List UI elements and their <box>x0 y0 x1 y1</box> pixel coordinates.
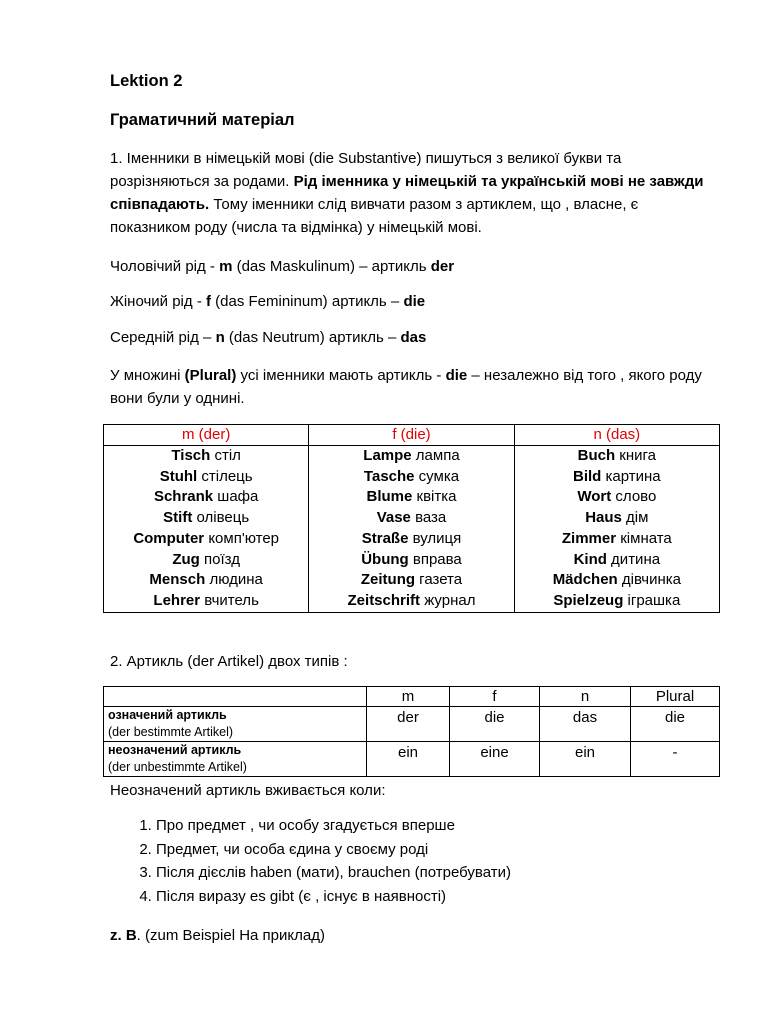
noun-entry: Zimmer кімната <box>561 529 672 547</box>
noun-entry: Stift олівець <box>163 509 250 527</box>
noun-entry: Mensch людина <box>149 571 263 589</box>
list-item: 4. Після виразу es gibt (є , існує в наявності) <box>156 885 511 909</box>
gender-article: das <box>400 329 427 346</box>
noun-entry: Straße вулиця <box>361 529 462 547</box>
gender-description: (das Maskulinum) – артикль <box>232 258 431 275</box>
noun-entry: Lampe лампа <box>363 447 460 464</box>
masculine-column <box>104 446 309 613</box>
gender-letter: n <box>215 329 225 346</box>
gender-description: (das Neutrum) артикль – <box>224 329 401 346</box>
cell-value: das <box>540 707 631 742</box>
noun-entry: Mädchen дівчинка <box>552 571 681 589</box>
usage-title: Неозначений артикль вживається коли: <box>110 782 386 799</box>
header-empty <box>104 687 367 707</box>
noun-entry: Vase ваза <box>376 509 447 527</box>
gender-line-f <box>110 290 425 313</box>
noun-entry: Blume квітка <box>366 488 457 506</box>
cell-value: der <box>367 707 450 742</box>
lesson-title: Lektion 2 <box>110 72 183 90</box>
example-bold: z. B <box>110 927 137 944</box>
plural-text-post: – незалежно від того , якого роду вони були у однині. <box>110 367 702 407</box>
cell-value: - <box>631 742 720 777</box>
row-label <box>104 707 367 742</box>
plural-bold: (Plural) <box>184 367 237 384</box>
noun-entry: Bild картина <box>573 467 661 485</box>
cell-value: die <box>631 707 720 742</box>
gender-article: der <box>430 258 455 275</box>
feminine-column <box>309 446 514 613</box>
header-feminine: f (die) <box>309 425 514 446</box>
header-m: m <box>367 687 450 707</box>
neuter-column <box>514 446 719 613</box>
list-item: 3. Після дієслів haben (мати), brauchen (потребувати) <box>156 861 511 885</box>
gender-label: Чоловічий рід - <box>110 258 220 275</box>
noun-entry: Lehrer вчитель <box>153 591 259 609</box>
header-n: n <box>540 687 631 707</box>
gender-label: Жіночий рід - <box>110 293 206 310</box>
header-f: f <box>450 687 540 707</box>
gender-line-n <box>110 326 426 349</box>
example-line <box>110 924 325 947</box>
noun-entry: Schrank шафа <box>153 488 259 506</box>
gender-letter: m <box>219 258 233 275</box>
noun-entry: Zeitschrift журнал <box>347 591 476 609</box>
intro-text-c: Тому іменники слід вивчати разом з артиклем, що , власне, є показником роду (числа та відмінка) у німецькій мові. <box>110 196 639 236</box>
noun-entry: Tisch стіл <box>171 447 241 464</box>
definite-row <box>104 707 720 742</box>
usage-list <box>110 814 511 908</box>
noun-entry: Tasche сумка <box>363 467 460 485</box>
plural-text-pre: У множині <box>110 367 185 384</box>
noun-entry: Computer комп'ютер <box>133 529 280 547</box>
nouns-table-body <box>104 446 720 613</box>
noun-entry: Zug поїзд <box>172 550 240 568</box>
list-item: 2. Предмет, чи особа єдина у своєму роді <box>156 838 511 862</box>
intro-text-a: 1. Іменники в німецькій мові (die Substantive) пишуться з великої букви та розрізняються за родами. <box>110 150 622 190</box>
noun-entry: Kind дитина <box>573 550 661 568</box>
indefinite-row <box>104 742 720 777</box>
noun-entry: Spielzeug іграшка <box>553 591 681 609</box>
nouns-table-header <box>104 425 720 446</box>
gender-letter: f <box>205 293 211 310</box>
articles-table-header <box>104 687 720 707</box>
gender-description: (das Femininum) артикль – <box>210 293 404 310</box>
header-neuter: n (das) <box>514 425 719 446</box>
section-2-heading: 2. Артикль (der Artikel) двох типів : <box>110 653 348 670</box>
gender-label: Середній рід – <box>110 329 216 346</box>
cell-value: ein <box>540 742 631 777</box>
plural-article: die <box>445 367 468 384</box>
header-plural: Plural <box>631 687 720 707</box>
noun-entry: Buch книга <box>577 447 657 464</box>
cell-value: eine <box>450 742 540 777</box>
noun-entry: Wort слово <box>577 488 657 506</box>
row-label-sub: (der unbestimmte Artikel) <box>108 760 247 774</box>
gender-article: die <box>403 293 426 310</box>
header-masculine: m (der) <box>104 425 309 446</box>
noun-entry: Haus дім <box>585 509 649 527</box>
section-heading: Граматичний матеріал <box>110 111 295 129</box>
plural-text-mid: усі іменники мають артикль - <box>236 367 446 384</box>
gender-line-m <box>110 255 454 278</box>
example-text: . (zum Beispiel На приклад) <box>136 927 325 944</box>
noun-entry: Zeitung газета <box>360 571 463 589</box>
row-label-main: неозначений артикль <box>108 743 242 757</box>
articles-table <box>103 686 720 777</box>
row-label-sub: (der bestimmte Artikel) <box>108 725 234 739</box>
row-label-main: означений артикль <box>108 708 227 722</box>
nouns-table <box>103 424 720 613</box>
noun-entry: Übung вправа <box>361 550 462 568</box>
intro-text-bold: Рід іменника у німецькій та українській мові не завжди співпадають. <box>110 173 704 213</box>
plural-paragraph <box>110 364 710 410</box>
list-item: 1. Про предмет , чи особу згадується вперше <box>156 814 511 838</box>
cell-value: ein <box>367 742 450 777</box>
noun-entry: Stuhl стілець <box>159 467 253 485</box>
row-label <box>104 742 367 777</box>
cell-value: die <box>450 707 540 742</box>
intro-paragraph <box>110 147 710 239</box>
